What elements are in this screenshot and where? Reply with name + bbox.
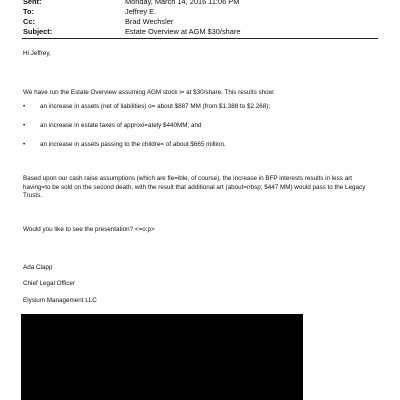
- signature-title: Chief Legal Officer: [23, 280, 76, 287]
- sent-value: Monday, March 14, 2016 11:06 PM: [125, 0, 240, 6]
- redaction-block: [21, 314, 303, 400]
- to-value: Jeffrey E.: [125, 7, 157, 16]
- subject-label: Subject:: [23, 27, 53, 36]
- sent-label: Sent:: [23, 0, 42, 6]
- bullet-text: an increase in assets (net of liabilities) o= about $887 MM (from $1.388 to $2.268);: [40, 103, 271, 110]
- bullet-text: an increase in estate taxes of approxi=ately $440MM; and: [40, 122, 202, 129]
- bullet-mark: •: [23, 122, 26, 129]
- signature-name: Ada Clapp: [23, 264, 53, 271]
- art-paragraph: Based upon our cash raise assumptions (which are fle=ible, of course), the increase in BFP interests results in less art having=to be sold on the second death, with the result that additional art (about=nbsp; $447 MM) would pass to the Legacy Trusts.: [23, 175, 366, 200]
- cc-value: Brad Wechsler: [125, 17, 174, 26]
- intro-text: We have run the Estate Overview assuming AGM stock i= at $30/share. This results show:: [23, 89, 275, 96]
- bullet-mark: •: [23, 141, 26, 148]
- header-divider: [22, 38, 378, 39]
- bullet-mark: •: [23, 103, 26, 110]
- bullet-text: an increase in assets passing to the childre= of about $665 million.: [40, 141, 226, 148]
- greeting: Hi Jeffrey,: [23, 50, 51, 57]
- cc-label: Cc:: [23, 17, 35, 26]
- to-label: To:: [23, 7, 34, 16]
- subject-value: Estate Overview at AGM $30/share: [125, 27, 241, 36]
- question-text: Would you like to see the presentation? <=o:p>: [23, 226, 155, 233]
- signature-company: Elysium Management LLC: [23, 297, 97, 304]
